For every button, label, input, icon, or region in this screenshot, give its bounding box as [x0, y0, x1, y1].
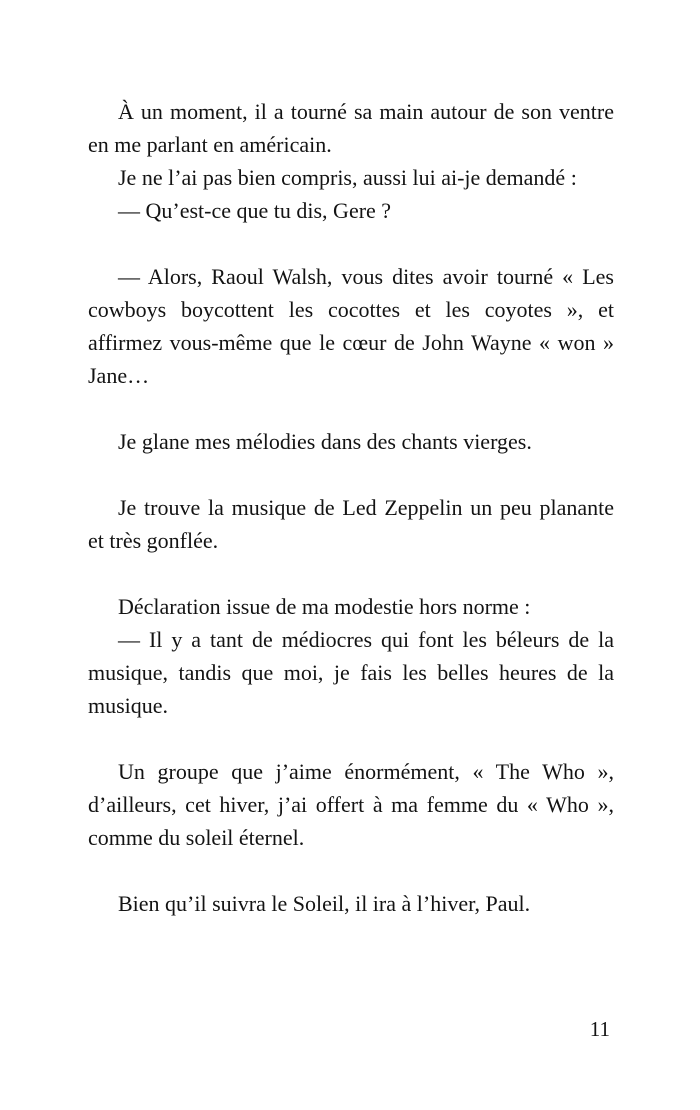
- paragraph: — Alors, Raoul Walsh, vous dites avoir tourné « Les cowboys boycottent les cocottes et les coyotes », et affirmez vous-même que le cœur de John Wayne « won » Jane…: [88, 264, 614, 388]
- page-number: 11: [589, 1017, 610, 1041]
- text-block: [88, 95, 614, 920]
- paragraph: Bien qu’il suivra le Soleil, il ira à l’hiver, Paul.: [118, 891, 531, 916]
- paragraph: Un groupe que j’aime énormément, « The Who », d’ailleurs, cet hiver, j’ai offert à ma femme du « Who », comme du soleil éternel.: [88, 759, 614, 850]
- paragraph: Je glane mes mélodies dans des chants vierges.: [118, 429, 532, 454]
- paragraph: Déclaration issue de ma modestie hors norme :: [118, 594, 531, 619]
- paragraph: — Qu’est-ce que tu dis, Gere ?: [118, 198, 392, 223]
- paragraph: Je trouve la musique de Led Zeppelin un peu planante et très gonflée.: [88, 495, 614, 553]
- paragraph: Je ne l’ai pas bien compris, aussi lui ai-je demandé :: [118, 165, 577, 190]
- paragraph: — Il y a tant de médiocres qui font les béleurs de la musique, tandis que moi, je fais les belles heures de la musique.: [88, 627, 614, 718]
- paragraph: À un moment, il a tourné sa main autour de son ventre en me parlant en américain.: [88, 99, 614, 157]
